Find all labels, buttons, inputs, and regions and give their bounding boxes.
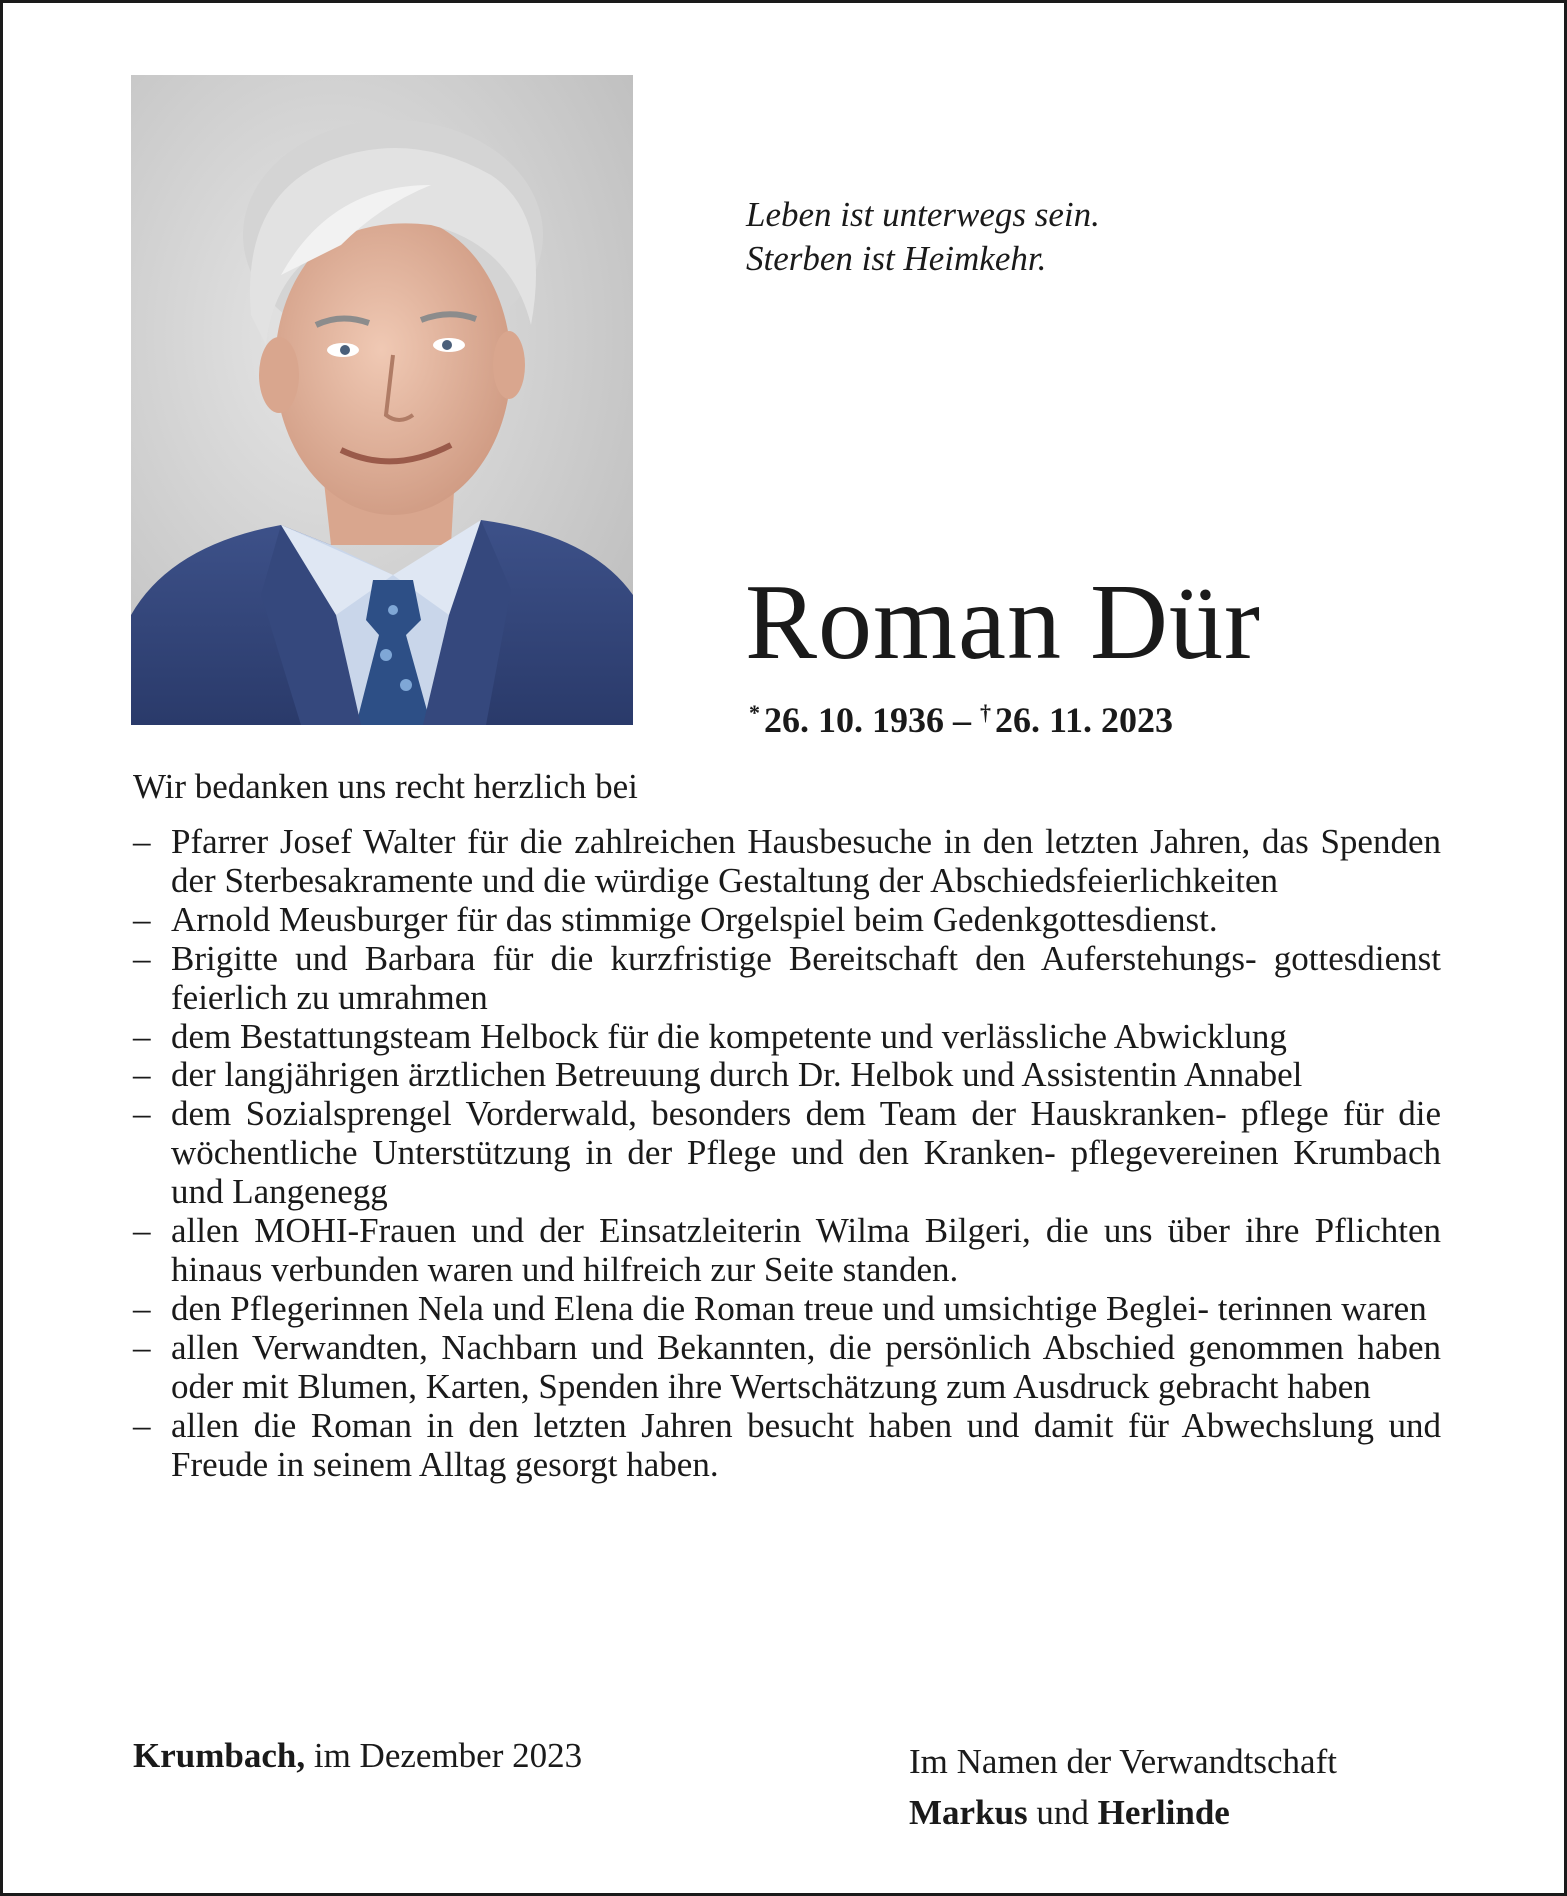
thanks-item (133, 1212, 1441, 1290)
bullet-dash: – (133, 1211, 151, 1251)
portrait-photo (131, 75, 633, 725)
bullet-dash: – (133, 1055, 151, 1095)
bullet-dash: – (133, 1405, 151, 1445)
thanks-item-text: Brigitte und Barbara für die kurzfristige Bereitschaft den Auferstehungs- gottesdienst feierlich zu umrahmen (171, 938, 1441, 1017)
bullet-dash: – (133, 899, 151, 939)
quote (746, 193, 1100, 281)
signer-1: Markus (909, 1793, 1028, 1832)
deceased-name: Roman Dür (745, 563, 1261, 682)
quote-line-2: Sterben ist Heimkehr. (746, 239, 1047, 278)
thanks-item-text: dem Bestattungsteam Helbock für die kompetente und verlässliche Abwicklung (171, 1016, 1287, 1056)
bullet-dash: – (133, 1288, 151, 1328)
thanks-item-text: Pfarrer Josef Walter für die zahlreichen Hausbesuche in den letzten Jahren, das Spenden der Sterbesakramente und die würdige Gestaltung der Abschiedsfeierlichkeiten (171, 822, 1441, 900)
thanks-item (133, 1290, 1441, 1329)
place-and-date (133, 1736, 582, 1776)
thanks-intro: Wir bedanken uns recht herzlich bei (133, 767, 638, 806)
thanks-item (133, 823, 1441, 901)
bullet-dash: – (133, 1094, 151, 1134)
death-date: 26. 11. 2023 (995, 700, 1174, 740)
thanks-item-text: allen die Roman in den letzten Jahren besucht haben und damit für Abwechslung und Freude in seinem Alltag gesorgt haben. (171, 1405, 1441, 1484)
birth-star-symbol: * (749, 700, 760, 725)
life-dates (749, 691, 1173, 742)
thanks-item (133, 901, 1441, 940)
bullet-dash: – (133, 1016, 151, 1056)
thanks-item (133, 1329, 1441, 1407)
bullet-dash: – (133, 938, 151, 978)
portrait-image (131, 75, 633, 725)
thanks-item (133, 940, 1441, 1018)
signers (909, 1787, 1337, 1838)
thanks-item-text: allen MOHI-Frauen und der Einsatzleiterin Wilma Bilgeri, die uns über ihre Pflichten hinaus verbunden waren und hilfreich zur Seite standen. (171, 1211, 1441, 1289)
date-separator: – (953, 700, 971, 740)
signer-2: Herlinde (1097, 1793, 1230, 1832)
place-name: Krumbach, (133, 1736, 306, 1775)
thanks-item (133, 1056, 1441, 1095)
thanks-item-text: dem Sozialsprengel Vorderwald, besonders dem Team der Hauskranken- pflege für die wöchentliche Unterstützung in der Pflege und den Kranken- pflegevereinen Krumbach und Langenegg (171, 1094, 1441, 1212)
bullet-dash: – (133, 1327, 151, 1367)
on-behalf-line: Im Namen der Verwandtschaft (909, 1742, 1337, 1781)
signature-block (909, 1736, 1337, 1838)
thanks-item (133, 1095, 1441, 1212)
thanks-item (133, 1018, 1441, 1057)
thanks-item-text: der langjährigen ärztlichen Betreuung durch Dr. Helbok und Assistentin Annabel (171, 1055, 1303, 1095)
thanks-item-text: Arnold Meusburger für das stimmige Orgelspiel beim Gedenkgottesdienst. (171, 899, 1218, 939)
death-cross-symbol: † (980, 700, 991, 725)
thanks-item-text: den Pflegerinnen Nela und Elena die Roman treue und umsichtige Beglei- terinnen waren (171, 1288, 1427, 1328)
quote-line-1: Leben ist unterwegs sein. (746, 195, 1100, 234)
bullet-dash: – (133, 822, 151, 861)
thanks-list (133, 823, 1441, 1484)
thanks-item (133, 1407, 1441, 1485)
notice-date: im Dezember 2023 (313, 1736, 583, 1775)
birth-date: 26. 10. 1936 (764, 700, 944, 740)
thanks-item-text: allen Verwandten, Nachbarn und Bekannten, die persönlich Abschied genommen haben oder mit Blumen, Karten, Spenden ihre Wertschätzung zum Ausdruck gebracht haben (171, 1327, 1441, 1406)
signer-conjunction: und (1036, 1793, 1089, 1832)
